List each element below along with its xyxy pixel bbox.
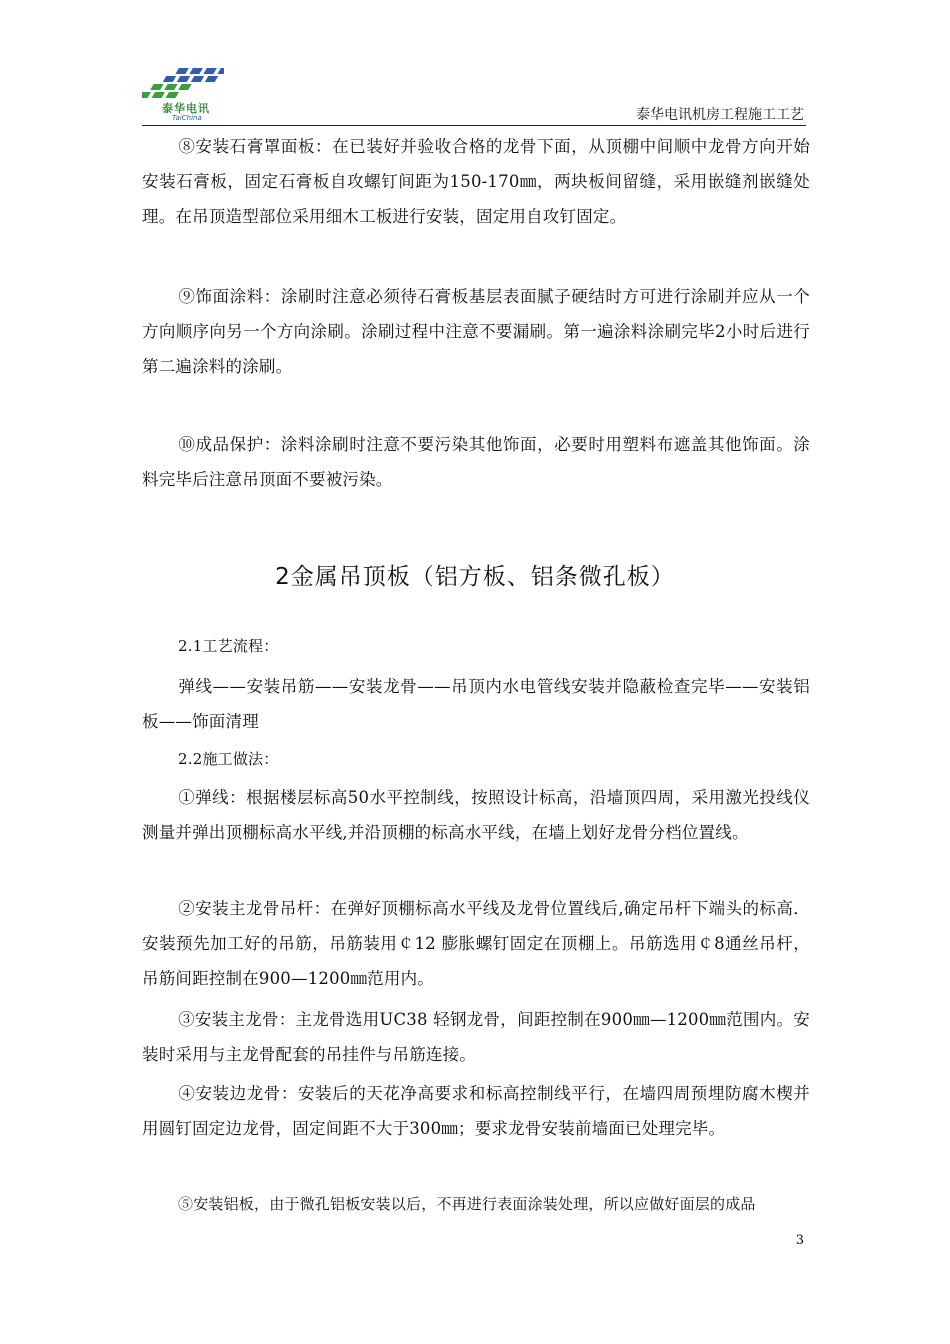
page-number: 3: [795, 1233, 804, 1248]
step-4-paragraph: ④安装边龙骨：安装后的天花净高要求和标高控制线平行，在墙四周预埋防腐木楔并用圆钉固定边龙骨，固定间距不大于300㎜；要求龙骨安装前墙面已处理完毕。: [142, 1084, 810, 1138]
subsection-2-1-title: 2.1工艺流程：: [178, 637, 279, 655]
step-3-paragraph: ③安装主龙骨：主龙骨选用UC38 轻钢龙骨，间距控制在900㎜—1200㎜范围内。安装时采用与主龙骨配套的吊挂件与吊筋连接。: [142, 1010, 810, 1064]
process-flow-text: 弹线——安装吊筋——安装龙骨——吊顶内水电管线安装并隐蔽检查完毕——安装铝板——饰面清理: [142, 677, 810, 731]
paragraph-step-10: ⑩成品保护：涂料涂刷时注意不要污染其他饰面，必要时用塑料布遮盖其他饰面。涂料完毕后注意吊顶面不要被污染。: [142, 435, 810, 489]
logo-text: 泰华电讯: [162, 102, 210, 115]
company-logo: [142, 66, 224, 124]
step-5-paragraph: ⑤安装铝板，由于微孔铝板安装以后，不再进行表面涂装处理，所以应做好面层的成品: [178, 1195, 756, 1213]
header-divider: [142, 125, 806, 126]
section-heading: 2金属吊顶板（铝方板、铝条微孔板）: [275, 564, 675, 590]
logo-mark-icon: [142, 66, 224, 102]
logo-subtext: TaiChina: [172, 114, 202, 122]
header-title: 泰华电讯机房工程施工工艺: [636, 107, 804, 123]
paragraph-step-9: ⑨饰面涂料：涂刷时注意必须待石膏板基层表面腻子硬结时方可进行涂刷并应从一个方向顺序向另一个方向涂刷。涂刷过程中注意不要漏刷。第一遍涂料涂刷完毕2小时后进行第二遍涂料的涂刷。: [142, 287, 810, 376]
step-1-paragraph: ①弹线：根据楼层标高50水平控制线，按照设计标高，沿墙顶四周，采用激光投线仪测量并弹出顶棚标高水平线,并沿顶棚的标高水平线，在墙上划好龙骨分档位置线。: [142, 788, 810, 842]
paragraph-step-8: ⑧安装石膏罩面板：在已装好并验收合格的龙骨下面，从顶棚中间顺中龙骨方向开始安装石膏板，固定石膏板自攻螺钉间距为150-170㎜，两块板间留缝，采用嵌缝剂嵌缝处理。在吊顶造型部位采用细木工板进行安装，固定用自攻钉固定。: [142, 137, 810, 226]
subsection-2-2-title: 2.2施工做法：: [178, 750, 279, 768]
step-2-paragraph: ②安装主龙骨吊杆：在弹好顶棚标高水平线及龙骨位置线后,确定吊杆下端头的标高．安装预先加工好的吊筋，吊筋装用￠12 膨胀螺钉固定在顶棚上。吊筋选用￠8通丝吊杆，吊筋间距控制在900—1200㎜范用内。: [142, 899, 810, 988]
